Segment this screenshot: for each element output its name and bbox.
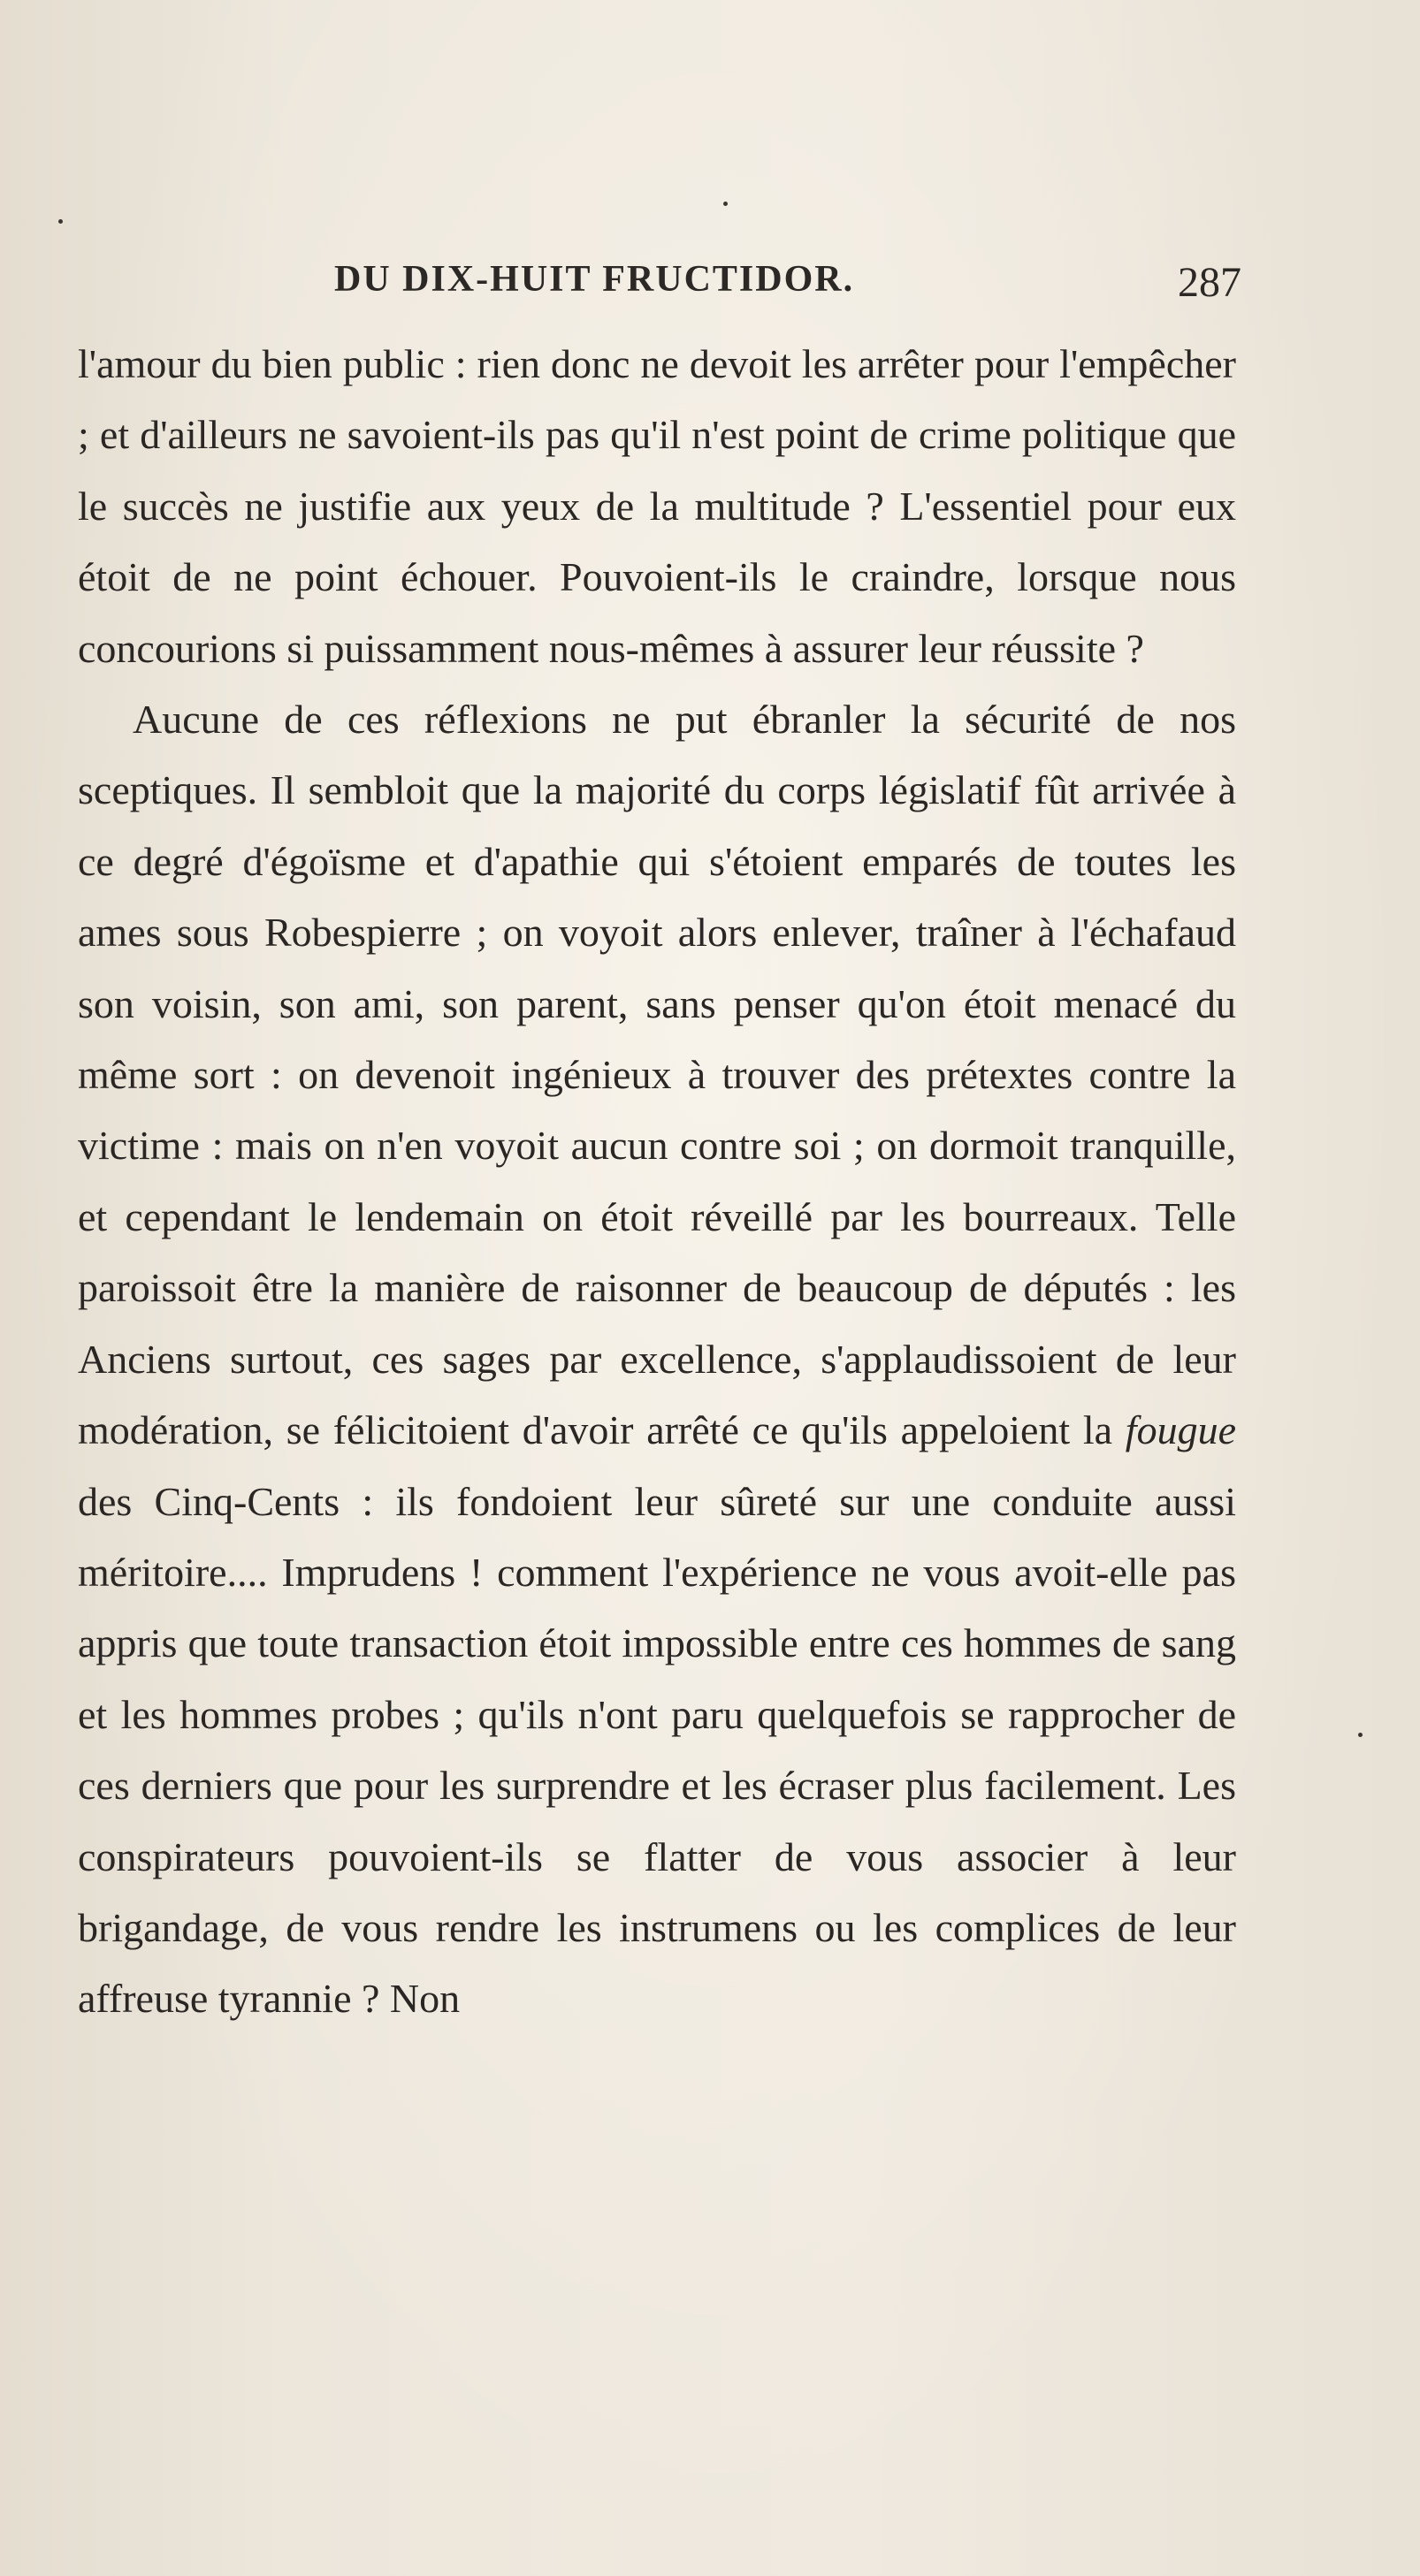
ink-speck [723, 202, 728, 206]
paragraph-aucune [78, 684, 1236, 2035]
italic-word: fougue [1125, 1407, 1236, 1453]
paragraph-text-before: Aucune de ces réflexions ne put ébranler la sécurité de nos sceptiques. Il sembloit que la majorité du corps législatif fût arrivée à ce degré d'égoïsme et d'apathie qui s'étoient emparés de toutes les ames sous Robespierre ; on voyoit alors enlever, traîner à l'échafaud son voisin, son ami, son parent, sans penser qu'on étoit menacé du même sort : on devenoit ingénieux à trouver des prétextes contre la victime : mais on n'en voyoit aucun contre soi ; on dormoit tranquille, et cependant le lendemain on étoit réveillé par les bourreaux. Telle paroissoit être la manière de raisonner de beaucoup de députés : les Anciens surtout, ces sages par excellence, s'applaudissoient de leur modération, se félicitoient d'avoir arrêté ce qu'ils appeloient la [78, 697, 1236, 1453]
paragraph-continued: l'amour du bien public : rien donc ne devoit les arrêter pour l'empêcher ; et d'ailleurs ne savoient-ils pas qu'il n'est point de crime politique que le succès ne justifie aux yeux de la multitude ? L'essentiel pour eux étoit de ne point échouer. Pouvoient-ils le craindre, lorsque nous concourions si puissamment nous-mêmes à assurer leur réussite ? [78, 341, 1236, 671]
page-number: 287 [1178, 259, 1241, 306]
ink-speck [58, 219, 63, 224]
page-header [81, 258, 1241, 320]
running-head: DU DIX-HUIT FRUCTIDOR. [334, 259, 855, 300]
ink-speck [1358, 1733, 1363, 1737]
paragraph-text-after: des Cinq-Cents : ils fondoient leur sûreté sur une conduite aussi méritoire.... Imprudens ! comment l'expérience ne vous avoit-elle pas appris que toute transaction étoit impossible entre ces hommes de sang et les hommes probes ; qu'ils n'ont paru quelquefois se rapprocher de ces derniers que pour les surprendre et les écraser plus facilement. Les conspirateurs pouvoient-ils se flatter de vous associer à leur brigandage, de vous rendre les instrumens ou les complices de leur affreuse tyrannie ? Non [78, 1478, 1236, 2022]
body-text [78, 329, 1236, 2035]
